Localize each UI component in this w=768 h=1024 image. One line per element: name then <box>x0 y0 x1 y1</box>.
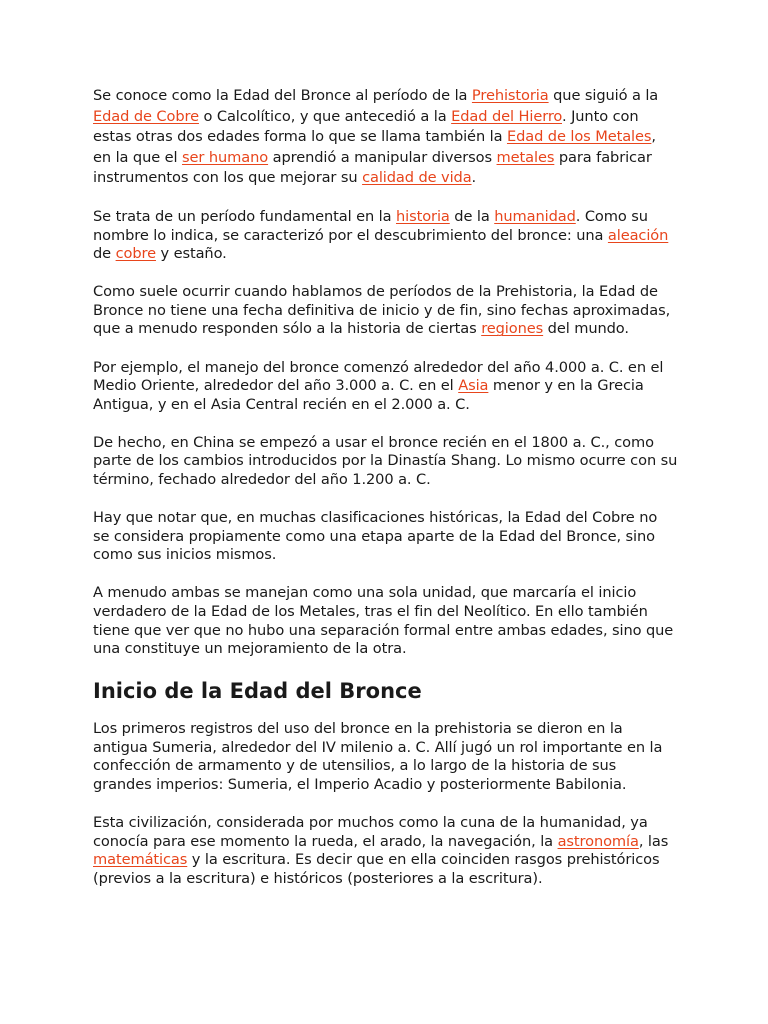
link-edad-del-hierro[interactable]: Edad del Hierro <box>451 107 562 125</box>
text: . Como su nombre lo indica, se caracterizó por el descubrimiento del bronce: una <box>93 208 648 244</box>
text: y estaño. <box>155 245 227 263</box>
text: o Calcolítico, y que antecedió a la <box>198 107 452 125</box>
paragraph-sumeria: Los primeros registros del uso del bronce en la prehistoria se dieron en la antigua Sumeria, alrededor del IV milenio a. C. Allí jugó un rol importante en la confección de armamento y de utensilios, a lo largo de la historia de sus grandes imperios: Sumeria, el Imperio Acadio y posteriormente Babilonia. <box>93 720 663 794</box>
link-edad-de-cobre[interactable]: Edad de Cobre <box>93 107 199 125</box>
link-historia[interactable]: historia <box>395 208 450 225</box>
text: Por ejemplo, el manejo del bronce comenzó alrededor del año 4.000 a. C. en el Medio Oriente, alrededor del año 3.000 a. C. en el <box>93 358 664 395</box>
link-humanidad[interactable]: humanidad <box>494 208 576 225</box>
text: . <box>471 169 477 186</box>
text: de <box>93 245 116 263</box>
text: Esta civilización, considerada por muchos como la cuna de la humanidad, ya conocía para ese momento la rueda, el arado, la navegación, la <box>93 814 648 850</box>
link-ser-humano[interactable]: ser humano <box>182 148 269 166</box>
text: del mundo. <box>543 320 629 338</box>
link-matematicas[interactable]: matemáticas <box>93 851 188 869</box>
text: Se trata de un período fundamental en la <box>93 208 396 225</box>
text: para fabricar instrumentos con los que mejorar su <box>93 148 652 186</box>
link-aleacion[interactable]: aleación <box>607 226 669 244</box>
section-heading: Inicio de la Edad del Bronce <box>93 679 422 704</box>
link-asia[interactable]: Asia <box>458 377 489 395</box>
link-prehistoria[interactable]: Prehistoria <box>471 87 549 104</box>
link-edad-de-los-metales[interactable]: Edad de los Metales <box>506 128 652 145</box>
paragraph-civilization <box>93 814 678 888</box>
link-metales[interactable]: metales <box>496 148 555 166</box>
text: y la escritura. Es decir que en ella coinciden rasgos prehistóricos (previos a la escritura) e históricos (posteriores a la escritura). <box>93 851 660 887</box>
text: que siguió a la <box>548 87 659 104</box>
text: , en la que el <box>93 128 656 166</box>
link-regiones[interactable]: regiones <box>481 320 544 338</box>
link-cobre[interactable]: cobre <box>115 245 156 263</box>
text: Como suele ocurrir cuando hablamos de períodos de la Prehistoria, la Edad de Bronce no tiene una fecha definitiva de inicio y de fin, sino fechas aproximadas, que a menudo responden sólo a la historia de ciertas <box>93 283 671 338</box>
link-calidad-de-vida[interactable]: calidad de vida <box>362 169 472 186</box>
paragraph-example <box>93 359 678 415</box>
paragraph-china: De hecho, en China se empezó a usar el bronce recién en el 1800 a. C., como parte de los cambios introducidos por la Dinastía Shang. Lo mismo ocurre con su término, fechado alrededor del año 1.200 a. C. <box>93 433 678 489</box>
paragraph-intro <box>93 86 678 189</box>
link-astronomia[interactable]: astronomía <box>557 832 639 850</box>
paragraph-definition <box>93 208 678 264</box>
text: de la <box>449 208 495 225</box>
paragraph-classification: Hay que notar que, en muchas clasificaciones históricas, la Edad del Cobre no se considera propiamente como una etapa aparte de la Edad del Bronce, sino como sus inicios mismos. <box>93 509 658 564</box>
paragraph-dates <box>93 283 678 339</box>
article-body <box>93 86 678 889</box>
text: , las <box>638 832 669 850</box>
paragraph-unity: A menudo ambas se manejan como una sola unidad, que marcaría el inicio verdadero de la Edad de los Metales, tras el fin del Neolítico. En ello también tiene que ver que no hubo una separación formal entre ambas edades, sino que una constituye un mejoramiento de la otra. <box>93 584 674 658</box>
text: . Junto con estas otras dos edades forma lo que se llama también la <box>93 107 639 145</box>
text: menor y en la Grecia Antigua, y en el Asia Central recién en el 2.000 a. C. <box>93 377 644 413</box>
text: aprendió a manipular diversos <box>268 148 497 166</box>
text: Se conoce como la Edad del Bronce al período de la <box>93 87 472 104</box>
